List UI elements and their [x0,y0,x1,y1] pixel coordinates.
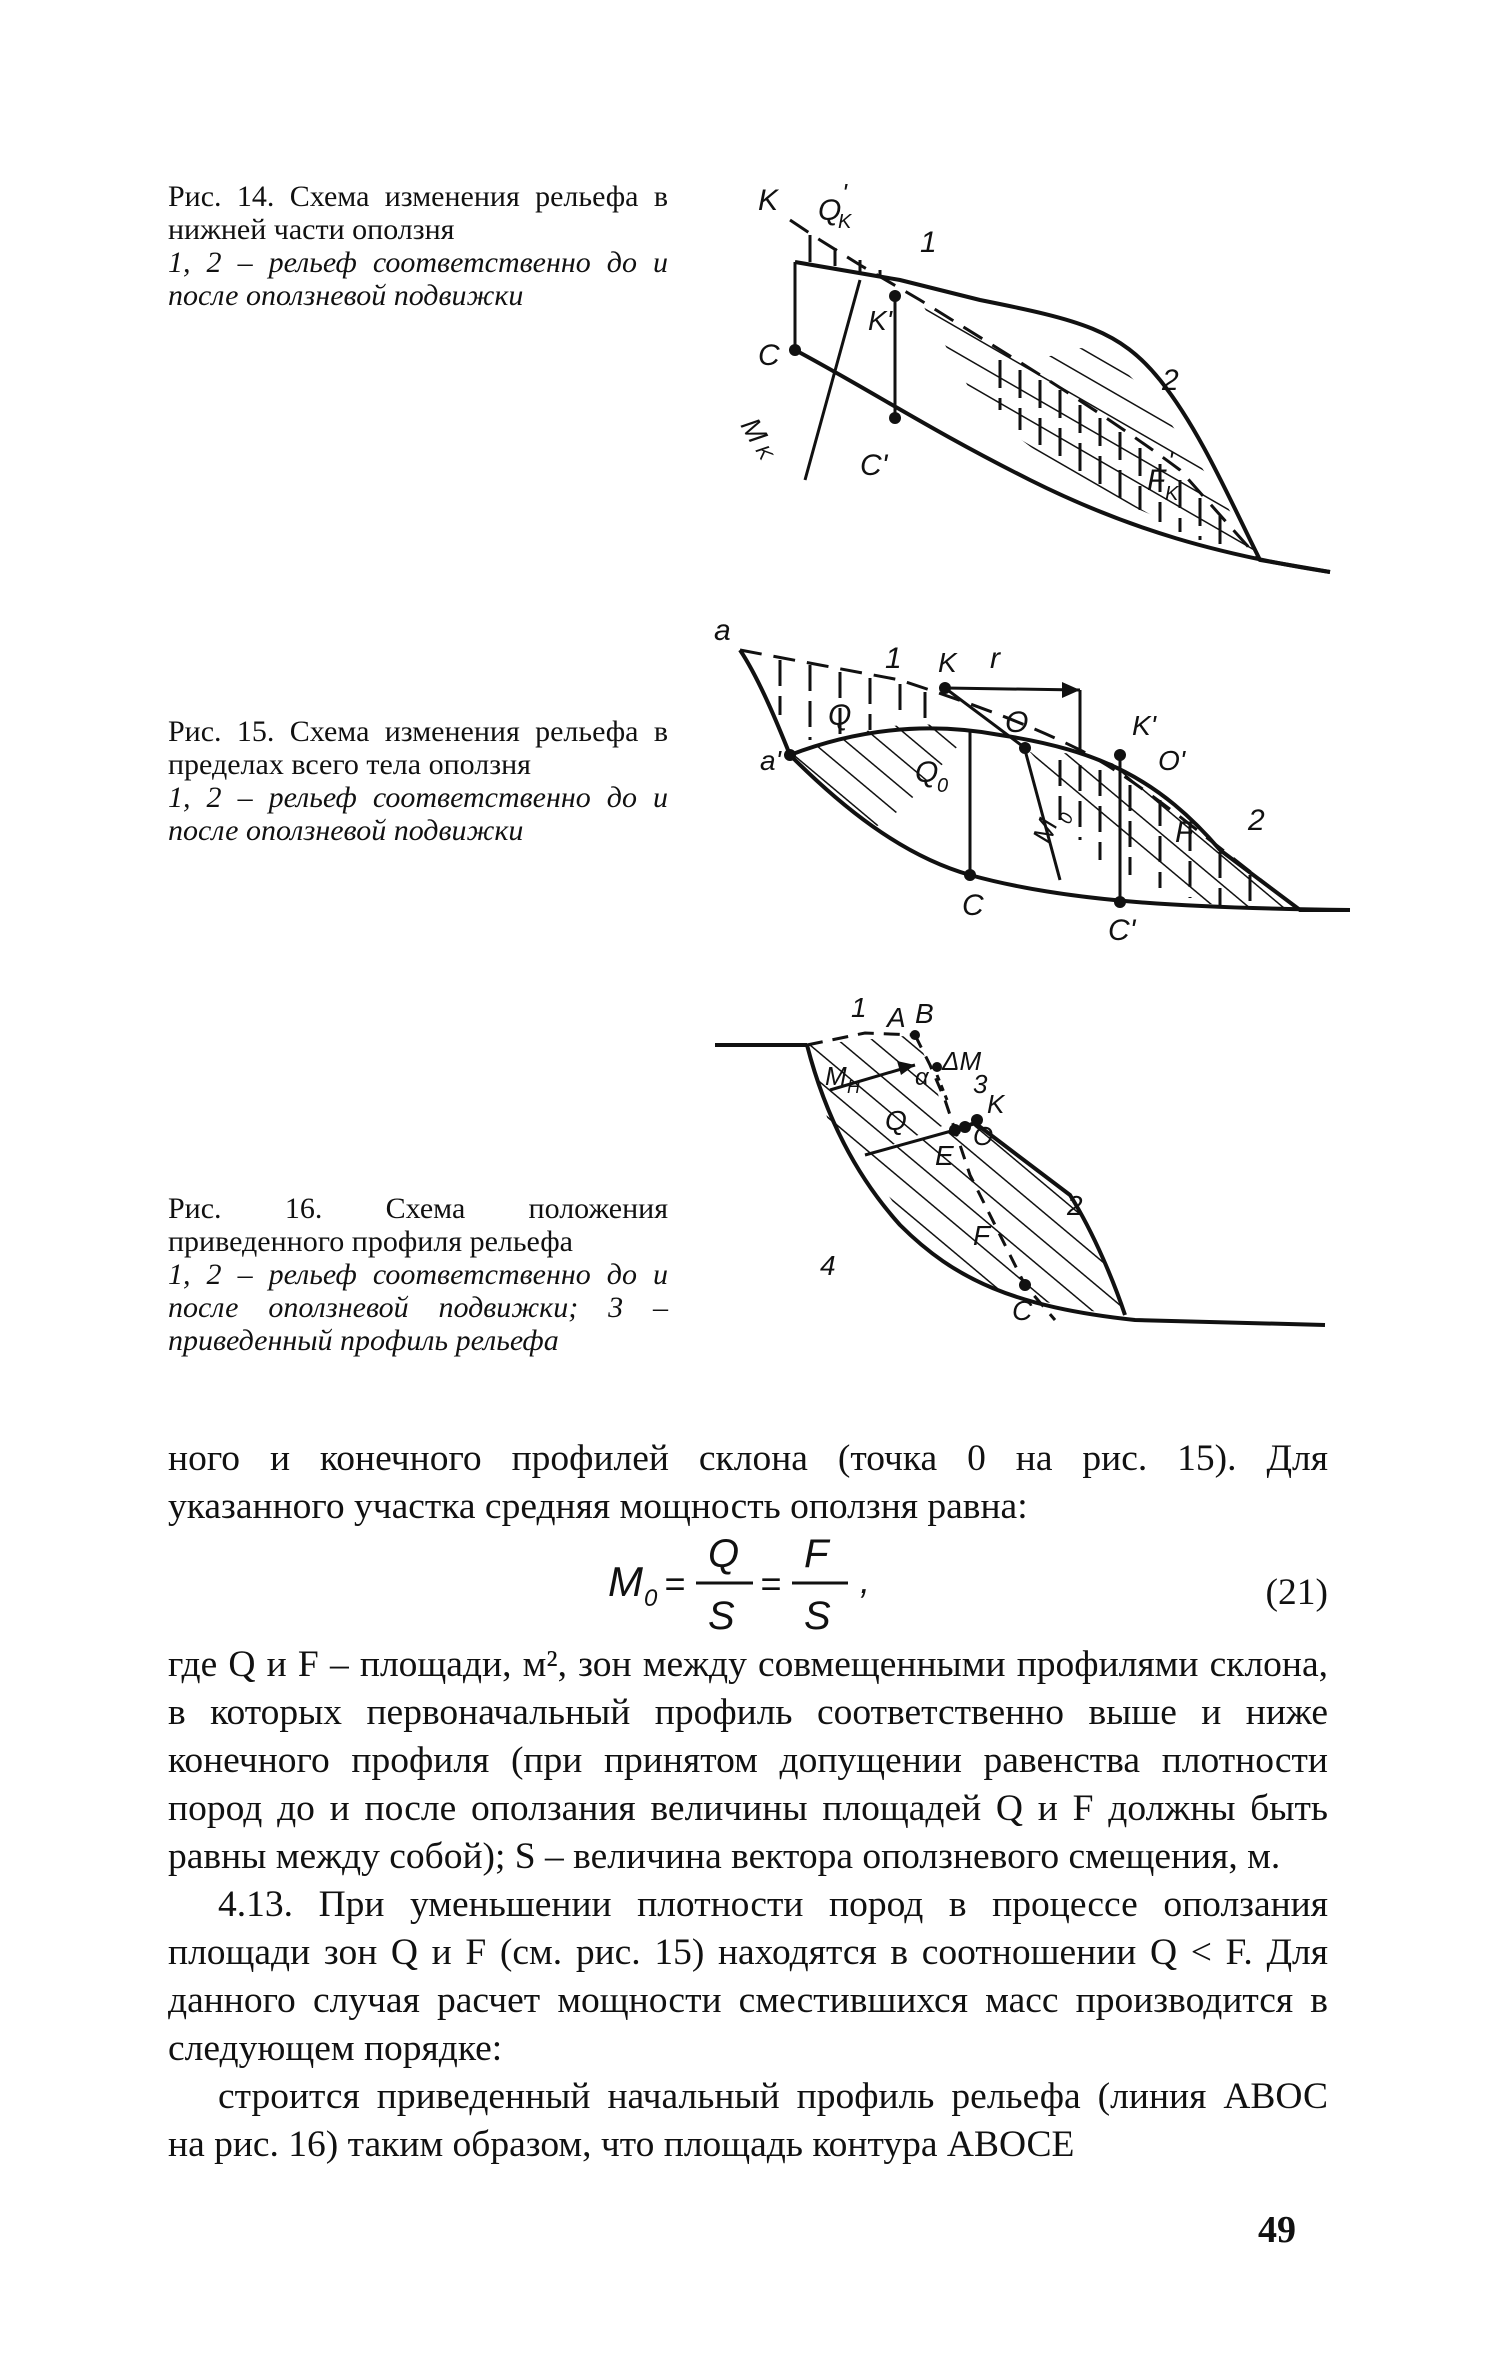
fig16-legend: 1, 2 – рельеф соответственно до и после оползневой подвижки; 3 – приведенный профиль рельефа [168,1258,668,1357]
fig15-point-C [964,869,976,881]
fig15-label-Q0: Q [915,756,939,789]
fig16-label-dM: ΔM [942,1046,982,1076]
fig14-label-Qk-sub: K [838,211,852,233]
fig14-point-C [789,344,801,356]
formula-M: M [608,1558,643,1605]
formula-number: (21) [1265,1572,1328,1613]
page-number: 49 [1258,2209,1296,2251]
paragraph-4: строится приведенный начальный профиль рельефа (линия АВОС на рис. 16) таким образом, что площадь контура АВОСЕ [168,2076,1328,2165]
fig15-label-ap: a' [760,745,781,776]
fig16-label-K: K [987,1089,1005,1119]
fig15-label-C: C [962,889,984,922]
fig15-label-r: r [990,642,1000,675]
fig14-label-K: K [758,184,779,217]
fig15-label-Q0-sub: 0 [937,775,949,797]
fig14-label-Kp: K' [868,305,893,336]
fig15-label-Op: O' [1158,745,1186,776]
fig15-label-2: 2 [1248,804,1265,837]
formula-S-2: S [804,1594,831,1638]
formula-M-sub: 0 [644,1585,658,1612]
fig16-caption [168,1192,668,1357]
fig16-label-1: 1 [851,992,867,1023]
fig15-point-K [939,682,951,694]
fig15-label-F: F [1175,816,1194,849]
fig14-label-2: 2 [1162,364,1179,397]
fig15-label-Kp: K' [1132,710,1157,741]
body-text [168,1435,1328,2169]
fig14-label-Fk-sub: K [1165,483,1179,505]
fig16-label-3: 3 [973,1069,988,1099]
fig15-point-Cp [1114,896,1126,908]
fig14-zone-F [920,300,1260,560]
fig16-point-O [959,1121,971,1133]
fig16-label-Q: Q [885,1105,907,1136]
fig14-label-1: 1 [920,226,937,259]
formula-eq-2: = [760,1563,782,1604]
fig16-label-F: F [973,1220,991,1251]
formula-F: F [804,1532,829,1576]
fig16-label-2: 2 [1067,1190,1083,1221]
fig14-label-Fk-sup: ' [1168,446,1173,476]
fig15-label-M0: M [1026,814,1064,848]
fig15-label-M0-sub: 0 [1054,810,1078,827]
fig16-label-MH-sub: H [847,1077,860,1097]
formula-comma: , [860,1560,871,1601]
fig15-point-ap [784,749,796,761]
fig16-point-C [1019,1279,1031,1291]
formula-21-expression [608,1531,928,1641]
fig14-label-Cp: C' [860,449,888,482]
paragraph-2: где Q и F – площади, м², зон между совмещенными профилями склона, в которых первоначальный профиль соответственно выше и ниже конечного профиля (при принятом допущении равенства плотности пород до и после оползания величины площадей Q и F должны быть равны между собой); S – величина вектора оползневого смещения, м. [168,1644,1328,1877]
paragraph-1-line-1: ного и конечного профилей склона (точка 0 на рис. 15). Для [168,1438,1328,1479]
fig15-caption [168,715,668,847]
formula-eq-1: = [664,1563,686,1604]
fig15-vector-r-arrow [1062,682,1080,698]
fig16-label-B: B [915,998,934,1029]
fig14-legend: 1, 2 – рельеф соответственно до и после оползневой подвижки [168,246,668,312]
fig14-diagram [700,180,1340,600]
paragraph-1-line-2: указанного участка средняя мощность оползня равна: [168,1486,1028,1527]
fig14-title: Рис. 14. Схема изменения рельефа в нижней части оползня [168,180,668,246]
fig14-point-Cp [889,412,901,424]
fig16-title: Рис. 16. Схема положения приведенного профиля рельефа [168,1192,668,1258]
fig14-label-Qk: Q [818,194,842,227]
fig16-label-4: 4 [820,1250,836,1281]
fig15-diagram [700,614,1360,947]
fig15-legend: 1, 2 – рельеф соответственно до и после оползневой подвижки [168,781,668,847]
fig15-label-Q: Q [828,699,852,732]
fig14-point-Kp [889,290,901,302]
paragraph-3: 4.13. При уменьшении плотности пород в процессе оползания площади зон Q и F (см. рис. 15) находятся в соотношении Q < F. Для данного случая расчет мощности сместившихся масс производится в следующем порядке: [168,1884,1328,2069]
fig15-point-Kp [1114,749,1126,761]
fig14-label-Mk-sub: K [750,441,777,465]
fig14-label-Qk-sup: ' [842,178,847,208]
fig16-label-O: O [973,1121,994,1151]
fig16-label-alpha: α [915,1064,929,1091]
fig15-label-a: a [714,614,731,647]
fig14-label-Fk: F [1147,464,1166,497]
fig14-label-Mk: M [734,412,774,449]
fig16-diagram [715,992,1335,1395]
formula-21 [168,1531,1328,1641]
fig16-label-MH: M [825,1061,847,1091]
fig15-label-Cp: C' [1108,914,1136,947]
fig16-point-B [910,1030,920,1040]
fig15-label-K: K [938,647,957,678]
fig15-point-O [1019,742,1031,754]
fig15-title: Рис. 15. Схема изменения рельефа в пределах всего тела оползня [168,715,668,781]
fig16-label-A: A [887,1002,906,1033]
fig16-label-C: C [1012,1295,1033,1326]
formula-Q: Q [708,1532,740,1576]
fig15-label-1: 1 [885,642,902,675]
fig14-label-C: C [758,339,780,372]
formula-S-1: S [708,1594,735,1638]
fig15-label-O: O [1005,706,1029,739]
fig15-vector-r [945,688,1080,690]
fig16-point-alpha [932,1062,942,1072]
fig16-label-E: E [935,1140,954,1171]
fig14-caption [168,180,668,312]
